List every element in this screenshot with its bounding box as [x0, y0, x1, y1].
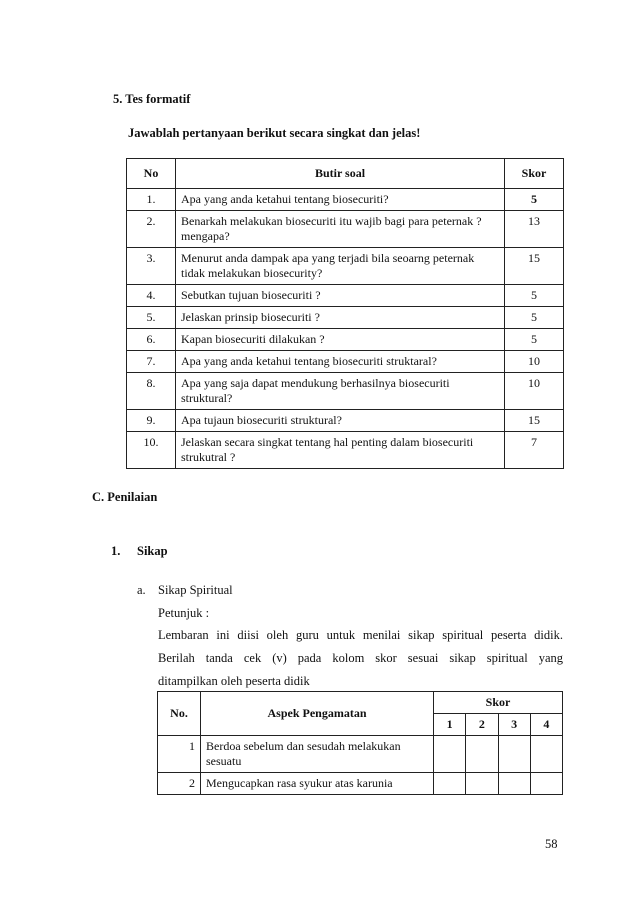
skor-cell-4[interactable]	[530, 736, 562, 773]
header-skor-4: 4	[530, 714, 562, 736]
sikap-number: 1.	[111, 544, 121, 558]
skor-cell-3[interactable]	[498, 736, 530, 773]
header-skor-2: 2	[466, 714, 498, 736]
table-row	[127, 373, 564, 410]
row-butir-soal: Apa yang saja dapat mendukung berhasilnya biosecuriti struktural?	[176, 373, 505, 410]
row-butir-soal: Sebutkan tujuan biosecuriti ?	[176, 285, 505, 307]
skor-cell-4[interactable]	[530, 773, 562, 795]
table-row	[127, 329, 564, 351]
table-row	[127, 189, 564, 211]
table-row	[127, 410, 564, 432]
row-skor: 15	[505, 410, 564, 432]
header-aspek-pengamatan: Aspek Pengamatan	[201, 692, 434, 736]
instruction-line-2: Berilah tanda cek (v) pada kolom skor sesuai sikap spiritual yang	[158, 651, 563, 665]
row-no: 6.	[127, 329, 176, 351]
table-row	[127, 432, 564, 469]
header-skor: Skor	[434, 692, 563, 714]
row-butir-soal: Apa yang anda ketahui tentang biosecuriti struktaral?	[176, 351, 505, 373]
instruction-line-1: Lembaran ini diisi oleh guru untuk menilai sikap spiritual peserta didik.	[158, 628, 563, 642]
page-number: 58	[545, 837, 558, 851]
row-skor: 15	[505, 248, 564, 285]
row-skor: 5	[505, 329, 564, 351]
header-no: No.	[158, 692, 201, 736]
table-row	[127, 211, 564, 248]
table-row	[127, 351, 564, 373]
row-skor: 5	[505, 189, 564, 211]
row-no: 5.	[127, 307, 176, 329]
row-no: 4.	[127, 285, 176, 307]
table-row	[127, 307, 564, 329]
section-c-heading: C. Penilaian	[92, 490, 158, 504]
row-no: 1	[158, 736, 201, 773]
row-aspek: Mengucapkan rasa syukur atas karunia	[201, 773, 434, 795]
row-butir-soal: Kapan biosecuriti dilakukan ?	[176, 329, 505, 351]
header-skor: Skor	[505, 159, 564, 189]
instruction-line-3: ditampilkan oleh peserta didik	[158, 674, 310, 688]
row-skor: 13	[505, 211, 564, 248]
sikap-heading: Sikap	[137, 544, 168, 558]
table-row	[127, 285, 564, 307]
petunjuk-label: Petunjuk :	[158, 606, 210, 620]
row-butir-soal: Apa tujaun biosecuriti struktural?	[176, 410, 505, 432]
row-skor: 10	[505, 373, 564, 410]
header-skor-3: 3	[498, 714, 530, 736]
header-skor-1: 1	[434, 714, 466, 736]
row-butir-soal: Apa yang anda ketahui tentang biosecuriti?	[176, 189, 505, 211]
header-no: No	[127, 159, 176, 189]
sikap-spiritual-heading: Sikap Spiritual	[158, 583, 233, 597]
row-butir-soal: Jelaskan prinsip biosecuriti ?	[176, 307, 505, 329]
table-row	[158, 773, 563, 795]
row-skor: 7	[505, 432, 564, 469]
section-5-instruction: Jawablah pertanyaan berikut secara singkat dan jelas!	[128, 126, 421, 140]
row-butir-soal: Benarkah melakukan biosecuriti itu wajib bagi para peternak ? mengapa?	[176, 211, 505, 248]
table-row	[127, 248, 564, 285]
row-aspek: Berdoa sebelum dan sesudah melakukan sesuatu	[201, 736, 434, 773]
row-no: 9.	[127, 410, 176, 432]
row-no: 7.	[127, 351, 176, 373]
row-skor: 5	[505, 285, 564, 307]
skor-cell-2[interactable]	[466, 736, 498, 773]
row-no: 10.	[127, 432, 176, 469]
row-skor: 5	[505, 307, 564, 329]
row-butir-soal: Jelaskan secara singkat tentang hal penting dalam biosecuriti strukutral ?	[176, 432, 505, 469]
skor-cell-3[interactable]	[498, 773, 530, 795]
skor-cell-2[interactable]	[466, 773, 498, 795]
row-no: 1.	[127, 189, 176, 211]
formative-test-table	[126, 158, 564, 469]
skor-cell-1[interactable]	[434, 736, 466, 773]
section-5-heading: 5. Tes formatif	[113, 92, 191, 106]
row-butir-soal: Menurut anda dampak apa yang terjadi bila seoarng peternak tidak melakukan biosecurity?	[176, 248, 505, 285]
skor-cell-1[interactable]	[434, 773, 466, 795]
sikap-spiritual-letter: a.	[137, 583, 146, 597]
header-butir-soal: Butir soal	[176, 159, 505, 189]
row-no: 8.	[127, 373, 176, 410]
spiritual-observation-table	[157, 691, 563, 795]
table-row	[158, 736, 563, 773]
row-no: 3.	[127, 248, 176, 285]
row-no: 2	[158, 773, 201, 795]
row-skor: 10	[505, 351, 564, 373]
row-no: 2.	[127, 211, 176, 248]
